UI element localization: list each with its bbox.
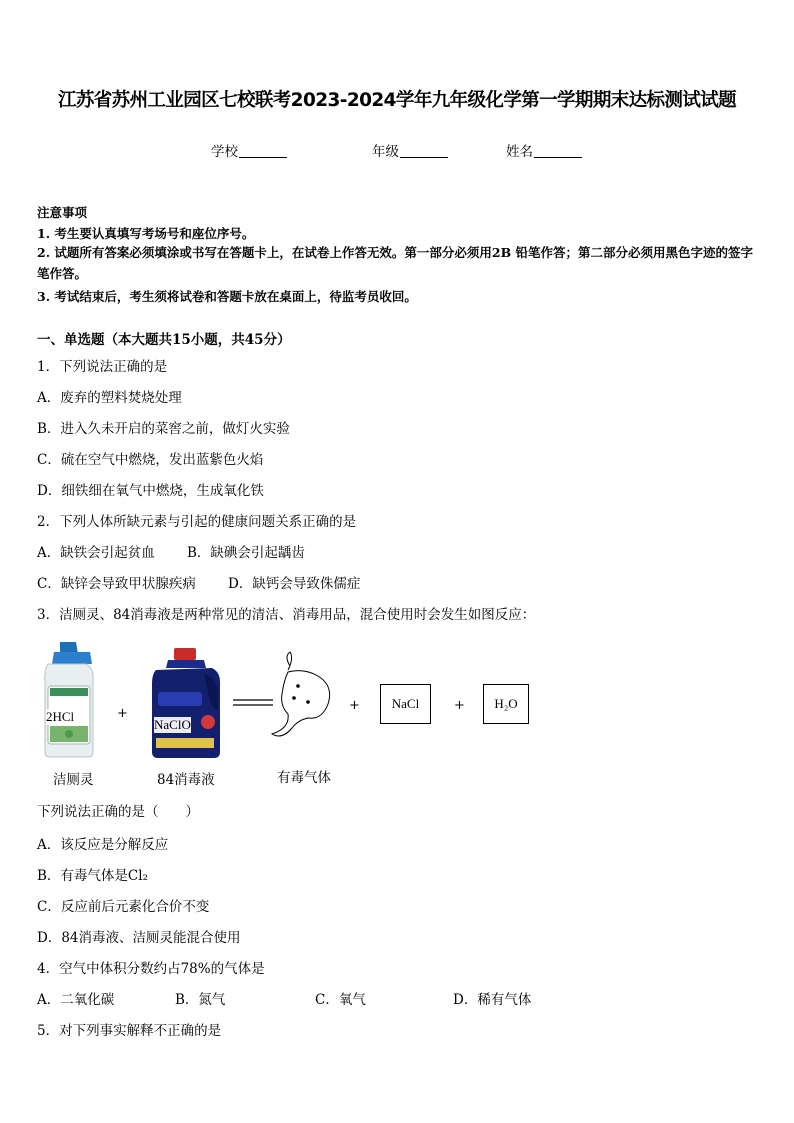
- plus-sign-2: +: [349, 698, 360, 713]
- q1-option-c: C．硫在空气中燃烧，发出蓝紫色火焰: [37, 452, 264, 468]
- q3-option-b: B．有毒气体是Cl₂: [37, 868, 148, 884]
- q2-option-b: B．缺碘会引起龋齿: [187, 545, 305, 561]
- notice-item-1: 1. 考生要认真填写考场号和座位序号。: [37, 226, 255, 241]
- q4-option-b: B．氮气: [175, 992, 226, 1008]
- name-field: [506, 140, 582, 160]
- q4-option-d: D．稀有气体: [453, 992, 532, 1008]
- q1-stem: 1．下列说法正确的是: [37, 359, 168, 375]
- disinfectant-bottle-image: [148, 648, 224, 760]
- product-nacl-box: NaCl: [380, 684, 431, 724]
- q3-stem: 3．洁厕灵、84消毒液是两种常见的清洁、消毒用品，混合使用时会发生如图反应：: [37, 607, 536, 623]
- reaction-figure: [40, 640, 560, 790]
- toxic-gas-cloud-icon: [268, 650, 340, 740]
- grade-blank: [400, 144, 448, 158]
- plus-sign-3: +: [454, 698, 465, 713]
- grade-field: [372, 140, 448, 160]
- section-heading: 一、单选题（本大题共15小题，共45分）: [37, 332, 291, 348]
- school-field: [211, 140, 287, 160]
- gas-label: 有毒气体: [277, 770, 331, 786]
- grade-label: 年级: [372, 144, 399, 160]
- bottle2-label: 84消毒液: [157, 772, 215, 788]
- q4-option-a: A．二氧化碳: [37, 992, 115, 1008]
- product-h2o-box: H₂O: [483, 684, 529, 724]
- q4-stem: 4．空气中体积分数约占78%的气体是: [37, 961, 265, 977]
- q2-stem: 2．下列人体所缺元素与引起的健康问题关系正确的是: [37, 514, 357, 530]
- plus-sign-1: +: [117, 706, 128, 721]
- q3-option-a: A．该反应是分解反应: [37, 837, 169, 853]
- bottle2-formula: NaClO: [154, 717, 191, 732]
- q3-question: 下列说法正确的是（ ）: [37, 804, 199, 820]
- toilet-cleaner-bottle-image: [40, 640, 98, 760]
- q1-option-a: A．废弃的塑料焚烧处理: [37, 390, 182, 406]
- q1-option-d: D．细铁细在氧气中燃烧，生成氧化铁: [37, 483, 264, 499]
- bottle1-formula: 2HCl: [46, 709, 75, 724]
- bottle1-label: 洁厕灵: [53, 772, 94, 788]
- notice-item-3: 3. 考试结束后，考生须将试卷和答题卡放在桌面上，待监考员收回。: [37, 289, 417, 304]
- notice-item-2: 2. 试题所有答案必须填涂或书写在答题卡上，在试卷上作答无效。第一部分必须用2B 铅笔作答；第二部分必须用黑色字迹的签字笔作答。: [37, 245, 754, 281]
- page-title: 江苏省苏州工业园区七校联考2023-2024学年九年级化学第一学期期末达标测试试题: [57, 90, 737, 111]
- name-blank: [534, 144, 582, 158]
- q1-option-b: B．进入久未开启的菜窖之前，做灯火实验: [37, 421, 290, 437]
- name-label: 姓名: [506, 144, 533, 160]
- school-label: 学校: [211, 144, 238, 160]
- q2-option-c: C．缺锌会导致甲状腺疾病: [37, 576, 196, 592]
- q3-option-d: D．84消毒液、洁厕灵能混合使用: [37, 930, 241, 946]
- q4-option-c: C．氧气: [315, 992, 366, 1008]
- school-blank: [239, 144, 287, 158]
- q5-stem: 5．对下列事实解释不正确的是: [37, 1023, 222, 1039]
- q2-option-d: D．缺钙会导致侏儒症: [228, 576, 361, 592]
- notice-heading: 注意事项: [37, 205, 88, 220]
- q2-option-a: A．缺铁会引起贫血: [37, 545, 155, 561]
- q3-option-c: C．反应前后元素化合价不变: [37, 899, 210, 915]
